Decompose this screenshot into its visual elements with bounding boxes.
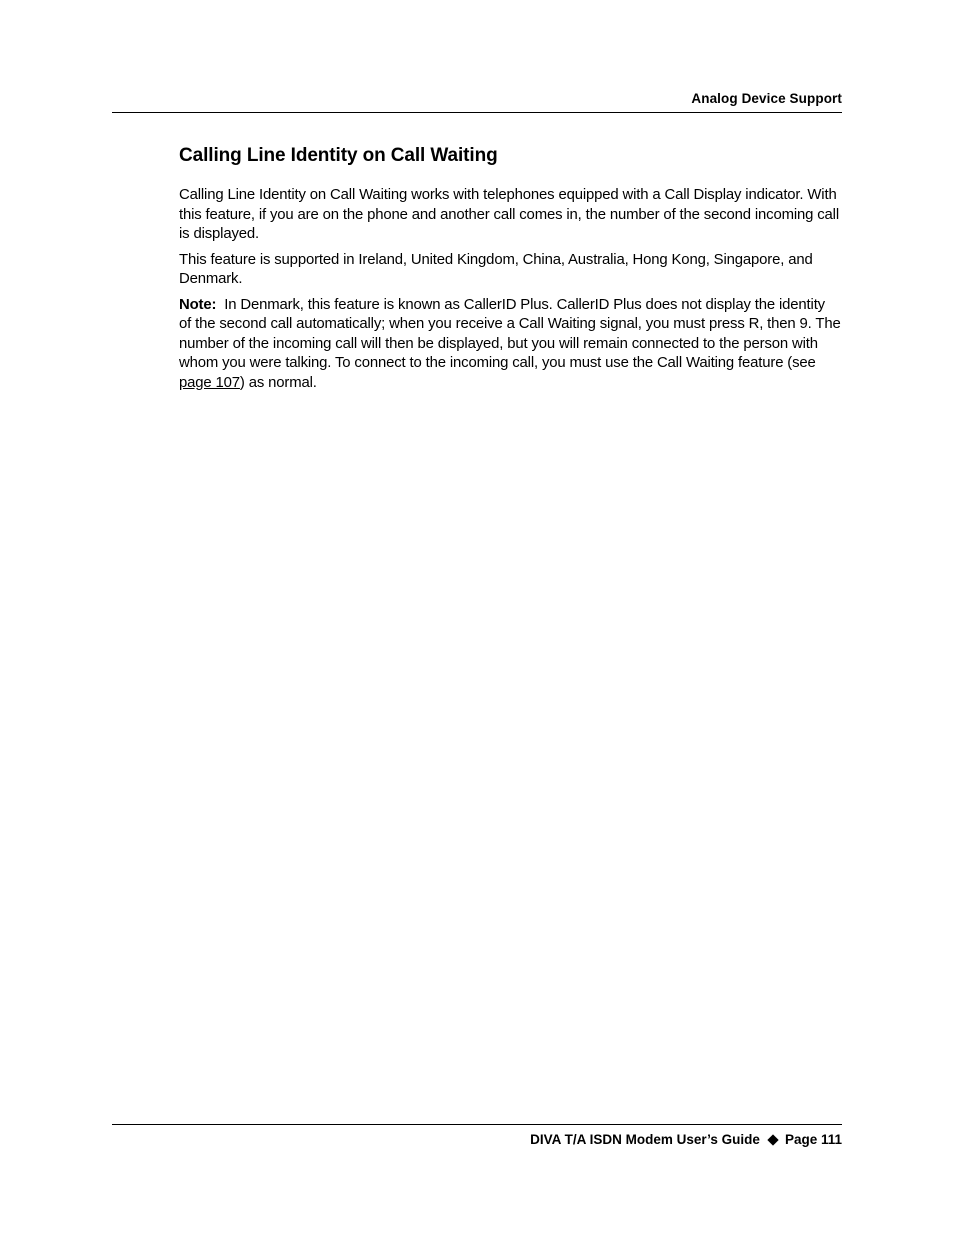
note-paragraph: [179, 296, 841, 394]
note-text: In Denmark, this feature is known as CallerID Plus. CallerID Plus does not display the identity of the second call automatically; when you receive a Call Waiting signal, you must press R, then 9. The number of the incoming call will then be displayed, but you will remain connected to the person with whom you were talking. To connect to the incoming call, you must use the Call Waiting feature (see: [179, 296, 841, 371]
note-text-end: ) as normal.: [239, 374, 317, 391]
note-label: Note:: [179, 296, 217, 313]
body-paragraph-1: Calling Line Identity on Call Waiting works with telephones equipped with a Call Display indicator. With this feature, if you are on the phone and another call comes in, the number of the second incoming call is displayed.: [179, 187, 840, 242]
diamond-icon: [767, 1134, 778, 1145]
section-heading: Calling Line Identity on Call Waiting: [179, 145, 498, 166]
guide-title: DIVA T/A ISDN Modem User’s Guide: [530, 1132, 760, 1147]
page-number: Page 111: [784, 1132, 842, 1147]
page-reference-link[interactable]: page 107: [179, 374, 240, 391]
running-header: Analog Device Support: [691, 91, 842, 106]
page-content: [179, 143, 841, 399]
body-paragraph-2: This feature is supported in Ireland, United Kingdom, China, Australia, Hong Kong, Singapore, and Denmark.: [179, 251, 813, 287]
footer-rule: [112, 1124, 842, 1125]
running-footer: [530, 1132, 842, 1147]
header-rule: [112, 112, 842, 113]
